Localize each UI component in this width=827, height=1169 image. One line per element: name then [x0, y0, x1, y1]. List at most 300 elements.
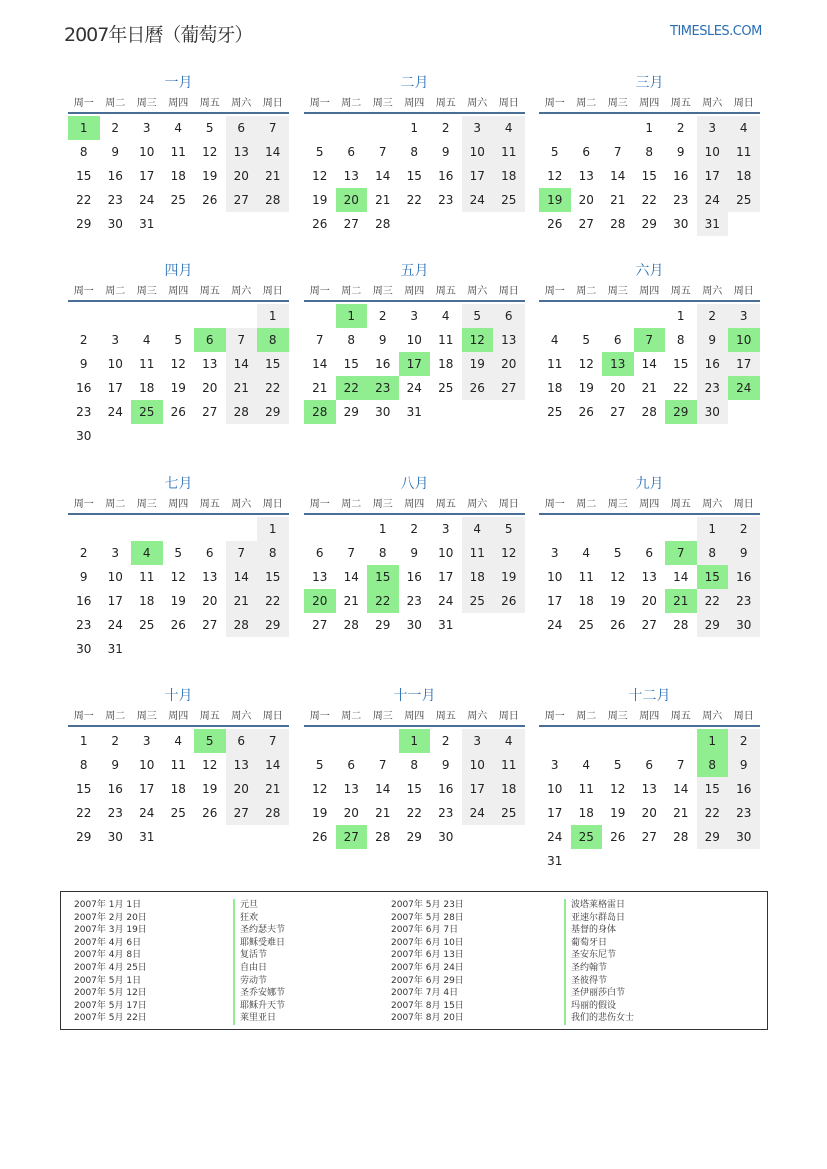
month-name: 七月 — [164, 476, 193, 492]
day-cell: 26 — [170, 618, 186, 632]
holiday-name: 劳动节 — [233, 975, 285, 988]
weekday-header — [539, 95, 760, 114]
day-cell: 1 — [257, 304, 289, 328]
day-cell: 7 — [226, 541, 258, 565]
day-cell: 1 — [257, 517, 289, 541]
day-cell: 17 — [139, 169, 155, 183]
day-cell: 30 — [76, 642, 92, 656]
weekday-label: 周日 — [498, 98, 519, 109]
weekday-header — [68, 283, 289, 302]
weekday-header — [304, 708, 525, 727]
holiday-date: 2007年 6月 7日 — [391, 925, 459, 936]
holiday-date: 2007年 4月 25日 — [74, 962, 147, 973]
day-cell: 19 — [202, 782, 218, 796]
day-cell: 30 — [107, 830, 123, 844]
day-cell: 2 — [111, 734, 120, 748]
holiday-list — [60, 891, 768, 1030]
holiday-name: 亚速尔群岛日 — [564, 912, 634, 925]
weekday-label: 周四 — [639, 711, 660, 722]
month-name: 八月 — [400, 476, 429, 492]
day-cell: 8 — [79, 145, 88, 159]
day-cell: 12 — [170, 570, 186, 584]
day-cell: 6 — [347, 145, 356, 159]
weekday-label: 周二 — [341, 711, 362, 722]
month-block — [304, 687, 525, 871]
holiday-date: 2007年 6月 24日 — [391, 962, 464, 973]
day-cell: 21 — [343, 594, 359, 608]
holiday-day-cell: 25 — [571, 825, 603, 849]
weekday-label: 周日 — [262, 499, 283, 510]
day-cell: 23 — [728, 589, 760, 613]
day-cell: 3 — [550, 546, 559, 560]
day-cell: 27 — [343, 217, 359, 231]
weekday-label: 周五 — [199, 286, 220, 297]
day-cell: 7 — [257, 729, 289, 753]
day-cell: 1 — [645, 121, 654, 135]
day-cell: 3 — [550, 758, 559, 772]
holiday-name: 莱里亚日 — [233, 1012, 285, 1025]
holiday-day-cell: 10 — [728, 328, 760, 352]
day-cell: 26 — [202, 806, 218, 820]
day-cell: 3 — [462, 729, 494, 753]
weekday-header — [304, 95, 525, 114]
day-cell: 29 — [76, 830, 92, 844]
weekday-header — [304, 496, 525, 515]
day-cell: 6 — [645, 758, 654, 772]
holiday-day-cell: 24 — [728, 376, 760, 400]
day-cell: 10 — [462, 753, 494, 777]
day-cell: 11 — [139, 357, 155, 371]
day-cell: 13 — [202, 570, 218, 584]
day-cell: 12 — [170, 357, 186, 371]
day-cell: 18 — [139, 594, 155, 608]
day-cell: 1 — [676, 309, 685, 323]
day-grid — [304, 302, 525, 446]
holiday-day-cell: 8 — [257, 328, 289, 352]
weekday-label: 周日 — [262, 98, 283, 109]
day-cell: 9 — [410, 546, 419, 560]
day-cell: 4 — [441, 309, 450, 323]
day-grid — [539, 114, 760, 258]
day-cell: 24 — [697, 188, 729, 212]
month-block — [68, 475, 289, 659]
day-cell: 3 — [441, 522, 450, 536]
day-cell: 30 — [76, 429, 92, 443]
day-cell: 4 — [582, 758, 591, 772]
weekday-label: 周日 — [498, 499, 519, 510]
day-cell: 9 — [728, 753, 760, 777]
day-cell: 9 — [111, 758, 120, 772]
day-cell: 28 — [257, 188, 289, 212]
weekday-label: 周二 — [341, 499, 362, 510]
day-cell: 24 — [107, 618, 123, 632]
day-cell: 16 — [76, 381, 92, 395]
weekday-label: 周三 — [372, 499, 393, 510]
weekday-label: 周一 — [544, 711, 565, 722]
day-cell: 4 — [462, 517, 494, 541]
day-cell: 11 — [139, 570, 155, 584]
day-cell: 26 — [547, 217, 563, 231]
day-cell: 12 — [578, 357, 594, 371]
holiday-day-cell: 7 — [665, 541, 697, 565]
day-cell: 14 — [257, 753, 289, 777]
day-cell: 23 — [107, 193, 123, 207]
day-cell: 31 — [139, 217, 155, 231]
day-cell: 24 — [107, 405, 123, 419]
day-cell: 21 — [257, 777, 289, 801]
weekday-label: 周日 — [498, 286, 519, 297]
holiday-date: 2007年 5月 28日 — [391, 912, 464, 923]
day-cell: 8 — [676, 333, 685, 347]
weekday-header — [68, 496, 289, 515]
weekday-label: 周五 — [435, 711, 456, 722]
day-cell: 17 — [107, 594, 123, 608]
day-cell: 29 — [375, 618, 391, 632]
day-cell: 14 — [673, 782, 689, 796]
day-cell: 16 — [728, 565, 760, 589]
day-cell: 11 — [438, 333, 454, 347]
holiday-date: 2007年 5月 1日 — [74, 975, 142, 986]
day-cell: 30 — [728, 825, 760, 849]
weekday-label: 周一 — [73, 711, 94, 722]
day-cell: 30 — [107, 217, 123, 231]
weekday-label: 周三 — [607, 499, 628, 510]
day-cell: 27 — [226, 188, 258, 212]
day-cell: 7 — [257, 116, 289, 140]
day-cell: 16 — [406, 570, 422, 584]
day-cell: 12 — [202, 145, 218, 159]
day-cell: 27 — [610, 405, 626, 419]
holiday-name: 圣彼得节 — [564, 975, 634, 988]
day-cell: 17 — [728, 352, 760, 376]
day-cell: 5 — [550, 145, 559, 159]
day-cell: 18 — [547, 381, 563, 395]
weekday-label: 周一 — [544, 286, 565, 297]
weekday-label: 周六 — [467, 499, 488, 510]
day-cell: 25 — [462, 589, 494, 613]
weekday-label: 周二 — [576, 98, 597, 109]
weekday-label: 周日 — [733, 286, 754, 297]
holiday-day-cell: 25 — [131, 400, 163, 424]
day-cell: 30 — [406, 618, 422, 632]
day-cell: 4 — [728, 116, 760, 140]
day-cell: 5 — [613, 758, 622, 772]
day-cell: 30 — [697, 400, 729, 424]
weekday-label: 周五 — [670, 286, 691, 297]
day-cell: 15 — [257, 352, 289, 376]
day-cell: 10 — [438, 546, 454, 560]
day-cell: 19 — [312, 193, 328, 207]
day-cell: 27 — [493, 376, 525, 400]
day-cell: 31 — [697, 212, 729, 236]
day-cell: 11 — [493, 140, 525, 164]
day-cell: 2 — [441, 734, 450, 748]
day-cell: 26 — [170, 405, 186, 419]
day-cell: 9 — [441, 758, 450, 772]
day-cell: 29 — [641, 217, 657, 231]
holiday-date: 2007年 6月 29日 — [391, 975, 464, 986]
day-cell: 2 — [111, 121, 120, 135]
day-cell: 21 — [375, 806, 391, 820]
day-cell: 25 — [170, 193, 186, 207]
holiday-day-cell: 29 — [665, 400, 697, 424]
day-grid — [539, 727, 760, 871]
day-cell: 27 — [641, 830, 657, 844]
day-cell: 18 — [578, 806, 594, 820]
holiday-day-cell: 15 — [367, 565, 399, 589]
day-cell: 16 — [76, 594, 92, 608]
weekday-label: 周二 — [105, 711, 126, 722]
day-cell: 21 — [226, 589, 258, 613]
holiday-name: 自由日 — [233, 962, 285, 975]
weekday-label: 周四 — [639, 499, 660, 510]
day-cell: 18 — [170, 782, 186, 796]
weekday-label: 周五 — [199, 499, 220, 510]
weekday-label: 周四 — [404, 499, 425, 510]
month-name: 十一月 — [393, 688, 436, 704]
weekday-label: 周六 — [467, 98, 488, 109]
holiday-date: 2007年 5月 17日 — [74, 1000, 147, 1011]
day-cell: 3 — [142, 121, 151, 135]
weekday-label: 周一 — [309, 499, 330, 510]
holiday-name: 圣约瑟夫节 — [233, 924, 285, 937]
holiday-date: 2007年 4月 6日 — [74, 937, 142, 948]
day-cell: 18 — [170, 169, 186, 183]
day-cell: 2 — [410, 522, 419, 536]
day-cell: 16 — [438, 169, 454, 183]
day-cell: 24 — [406, 381, 422, 395]
day-cell: 2 — [697, 304, 729, 328]
day-cell: 6 — [613, 333, 622, 347]
holiday-day-cell: 22 — [367, 589, 399, 613]
weekday-label: 周六 — [702, 499, 723, 510]
day-cell: 19 — [610, 806, 626, 820]
day-cell: 22 — [673, 381, 689, 395]
weekday-label: 周四 — [639, 98, 660, 109]
holiday-day-cell: 12 — [462, 328, 494, 352]
day-cell: 4 — [550, 333, 559, 347]
day-cell: 9 — [441, 145, 450, 159]
day-cell: 8 — [697, 541, 729, 565]
day-cell: 4 — [493, 116, 525, 140]
day-cell: 17 — [547, 806, 563, 820]
day-cell: 5 — [493, 517, 525, 541]
day-cell: 17 — [462, 777, 494, 801]
holiday-day-cell: 20 — [336, 188, 368, 212]
day-grid — [68, 302, 289, 446]
day-cell: 20 — [641, 594, 657, 608]
day-cell: 18 — [493, 777, 525, 801]
day-cell: 15 — [76, 782, 92, 796]
day-cell: 29 — [697, 613, 729, 637]
weekday-label: 周一 — [309, 711, 330, 722]
day-cell: 21 — [375, 193, 391, 207]
day-cell: 19 — [202, 169, 218, 183]
day-cell: 16 — [107, 782, 123, 796]
holiday-name: 元旦 — [233, 899, 285, 912]
day-cell: 25 — [493, 188, 525, 212]
day-cell: 10 — [547, 570, 563, 584]
day-cell: 20 — [578, 193, 594, 207]
weekday-label: 周三 — [136, 499, 157, 510]
holiday-day-cell: 17 — [399, 352, 431, 376]
day-cell: 5 — [174, 546, 183, 560]
day-cell: 3 — [111, 333, 120, 347]
holiday-name: 玛丽的假设 — [564, 1000, 634, 1013]
day-cell: 26 — [578, 405, 594, 419]
day-cell: 19 — [578, 381, 594, 395]
day-cell: 5 — [315, 145, 324, 159]
weekday-label: 周三 — [607, 711, 628, 722]
day-cell: 24 — [139, 193, 155, 207]
month-name: 三月 — [635, 75, 664, 91]
weekday-label: 周二 — [576, 711, 597, 722]
day-cell: 23 — [673, 193, 689, 207]
day-cell: 13 — [641, 782, 657, 796]
day-cell: 9 — [79, 570, 88, 584]
day-cell: 23 — [697, 376, 729, 400]
holiday-date: 2007年 4月 8日 — [74, 950, 142, 961]
holiday-name: 葡萄牙日 — [564, 937, 634, 950]
weekday-label: 周二 — [576, 286, 597, 297]
day-cell: 12 — [312, 782, 328, 796]
day-cell: 10 — [139, 145, 155, 159]
day-cell: 15 — [343, 357, 359, 371]
day-cell: 21 — [641, 381, 657, 395]
day-cell: 10 — [462, 140, 494, 164]
month-block — [304, 74, 525, 258]
day-cell: 2 — [728, 729, 760, 753]
weekday-label: 周二 — [341, 98, 362, 109]
day-cell: 9 — [111, 145, 120, 159]
holiday-date: 2007年 3月 19日 — [74, 925, 147, 936]
day-cell: 29 — [343, 405, 359, 419]
day-cell: 20 — [610, 381, 626, 395]
day-grid — [68, 727, 289, 871]
weekday-label: 周四 — [168, 98, 189, 109]
day-cell: 5 — [613, 546, 622, 560]
day-cell: 28 — [375, 830, 391, 844]
day-cell: 27 — [202, 618, 218, 632]
day-cell: 31 — [406, 405, 422, 419]
weekday-label: 周四 — [404, 286, 425, 297]
weekday-label: 周六 — [467, 711, 488, 722]
day-cell: 31 — [139, 830, 155, 844]
weekday-label: 周一 — [309, 286, 330, 297]
day-cell: 12 — [547, 169, 563, 183]
day-cell: 9 — [79, 357, 88, 371]
day-cell: 29 — [76, 217, 92, 231]
site-link[interactable]: TIMESLES.COM — [670, 24, 762, 39]
weekday-label: 周日 — [733, 499, 754, 510]
holiday-name: 圣约翰节 — [564, 962, 634, 975]
holiday-day-cell: 22 — [336, 376, 368, 400]
day-cell: 7 — [613, 145, 622, 159]
day-cell: 6 — [493, 304, 525, 328]
day-grid — [304, 114, 525, 258]
holiday-day-cell: 6 — [194, 328, 226, 352]
day-cell: 17 — [462, 164, 494, 188]
day-cell: 7 — [378, 145, 387, 159]
holiday-name: 圣伊丽莎白节 — [564, 987, 634, 1000]
day-cell: 22 — [697, 801, 729, 825]
day-cell: 23 — [76, 405, 92, 419]
day-cell: 8 — [257, 541, 289, 565]
day-grid — [539, 302, 760, 446]
month-name: 九月 — [635, 476, 664, 492]
day-cell: 21 — [257, 164, 289, 188]
day-cell: 17 — [107, 381, 123, 395]
day-cell: 26 — [202, 193, 218, 207]
weekday-label: 周六 — [702, 286, 723, 297]
day-cell: 9 — [697, 328, 729, 352]
day-grid — [304, 727, 525, 871]
day-cell: 10 — [107, 357, 123, 371]
day-cell: 17 — [438, 570, 454, 584]
weekday-label: 周五 — [199, 98, 220, 109]
weekday-label: 周三 — [136, 286, 157, 297]
day-cell: 22 — [76, 806, 92, 820]
day-grid — [68, 515, 289, 659]
day-cell: 11 — [170, 758, 186, 772]
weekday-label: 周四 — [639, 286, 660, 297]
day-cell: 1 — [79, 734, 88, 748]
holiday-date: 2007年 1月 1日 — [74, 900, 142, 910]
weekday-label: 周一 — [73, 286, 94, 297]
holiday-day-cell: 23 — [367, 376, 399, 400]
weekday-label: 周五 — [199, 711, 220, 722]
day-cell: 6 — [226, 729, 258, 753]
day-cell: 28 — [641, 405, 657, 419]
day-cell: 23 — [438, 193, 454, 207]
day-cell: 18 — [578, 594, 594, 608]
day-cell: 12 — [312, 169, 328, 183]
day-cell: 29 — [257, 613, 289, 637]
day-cell: 25 — [728, 188, 760, 212]
day-cell: 25 — [578, 618, 594, 632]
day-cell: 5 — [582, 333, 591, 347]
weekday-label: 周四 — [404, 711, 425, 722]
day-cell: 29 — [406, 830, 422, 844]
day-cell: 24 — [438, 594, 454, 608]
day-cell: 21 — [673, 806, 689, 820]
weekday-label: 周六 — [702, 711, 723, 722]
month-name: 十二月 — [628, 688, 671, 704]
day-cell: 13 — [343, 169, 359, 183]
weekday-label: 周四 — [404, 98, 425, 109]
day-cell: 10 — [139, 758, 155, 772]
day-cell: 2 — [378, 309, 387, 323]
weekday-label: 周五 — [435, 499, 456, 510]
day-cell: 2 — [79, 333, 88, 347]
day-cell: 25 — [547, 405, 563, 419]
weekday-label: 周日 — [498, 711, 519, 722]
month-name: 十月 — [164, 688, 193, 704]
holiday-day-cell: 21 — [665, 589, 697, 613]
day-cell: 26 — [462, 376, 494, 400]
weekday-label: 周日 — [733, 711, 754, 722]
weekday-label: 周五 — [670, 98, 691, 109]
weekday-label: 周一 — [544, 98, 565, 109]
holiday-name: 狂欢 — [233, 912, 285, 925]
day-cell: 28 — [375, 217, 391, 231]
month-block — [68, 262, 289, 446]
weekday-label: 周日 — [262, 286, 283, 297]
weekday-label: 周六 — [231, 499, 252, 510]
day-cell: 22 — [641, 193, 657, 207]
holiday-day-cell: 1 — [697, 729, 729, 753]
day-cell: 21 — [610, 193, 626, 207]
